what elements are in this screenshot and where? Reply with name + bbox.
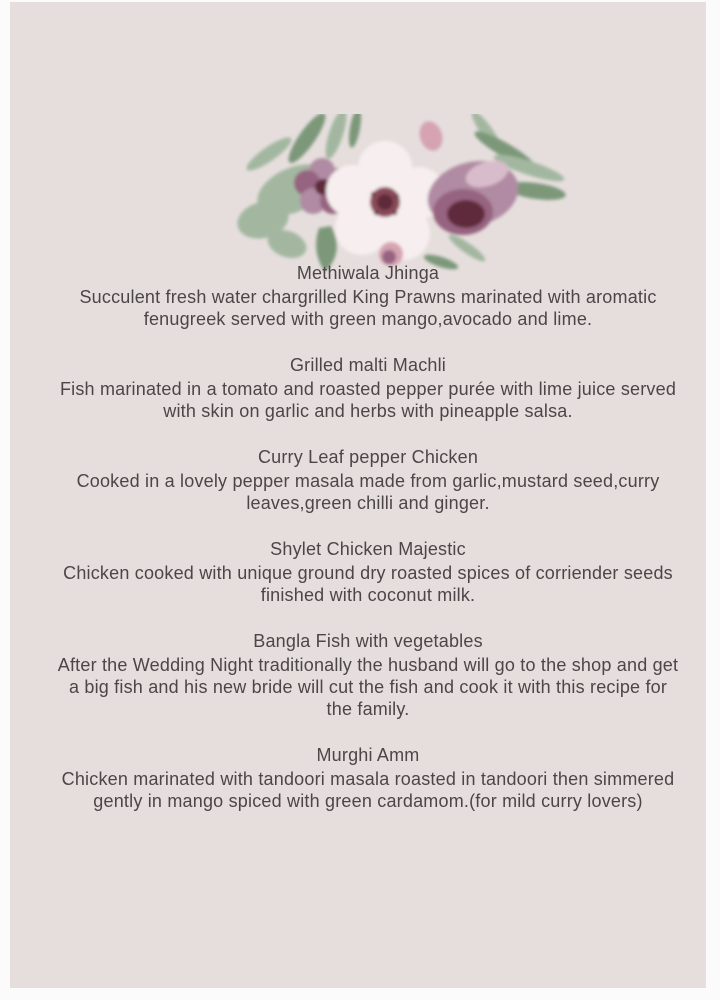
menu-item — [56, 744, 680, 812]
menu-item — [56, 446, 680, 514]
menu-item — [56, 630, 680, 720]
menu-item — [56, 354, 680, 422]
dish-name: Bangla Fish with vegetables — [253, 631, 483, 651]
dish-name: Murghi Amm — [316, 745, 420, 765]
menu-item — [56, 538, 680, 606]
dish-description: After the Wedding Night traditionally the husband will go to the shop and get a big fish and his new bride will cut the fish and cook it with this recipe for the family. — [57, 655, 679, 719]
menu-item — [56, 262, 680, 330]
dish-description: Chicken cooked with unique ground dry roasted spices of corriender seeds finished with coconut milk. — [63, 563, 673, 605]
dish-name: Methiwala Jhinga — [296, 263, 440, 283]
dish-description: Succulent fresh water chargrilled King Prawns marinated with aromatic fenugreek served with green mango,avocado and lime. — [79, 287, 657, 329]
dish-description: Fish marinated in a tomato and roasted pepper purée with lime juice served with skin on garlic and herbs with pineapple salsa. — [59, 379, 677, 421]
dish-name: Grilled malti Machli — [289, 355, 447, 375]
dish-description: Chicken marinated with tandoori masala roasted in tandoori then simmered gently in mango spiced with green cardamom.(for mild curry lovers) — [61, 769, 675, 811]
menu-card — [10, 2, 706, 988]
dish-name: Shylet Chicken Majestic — [270, 539, 466, 559]
watercolor-floral-bouquet-icon — [235, 114, 570, 274]
dish-name: Curry Leaf pepper Chicken — [257, 447, 479, 467]
dish-description: Cooked in a lovely pepper masala made from garlic,mustard seed,curry leaves,green chilli and ginger. — [76, 471, 660, 513]
menu-list — [20, 262, 716, 836]
